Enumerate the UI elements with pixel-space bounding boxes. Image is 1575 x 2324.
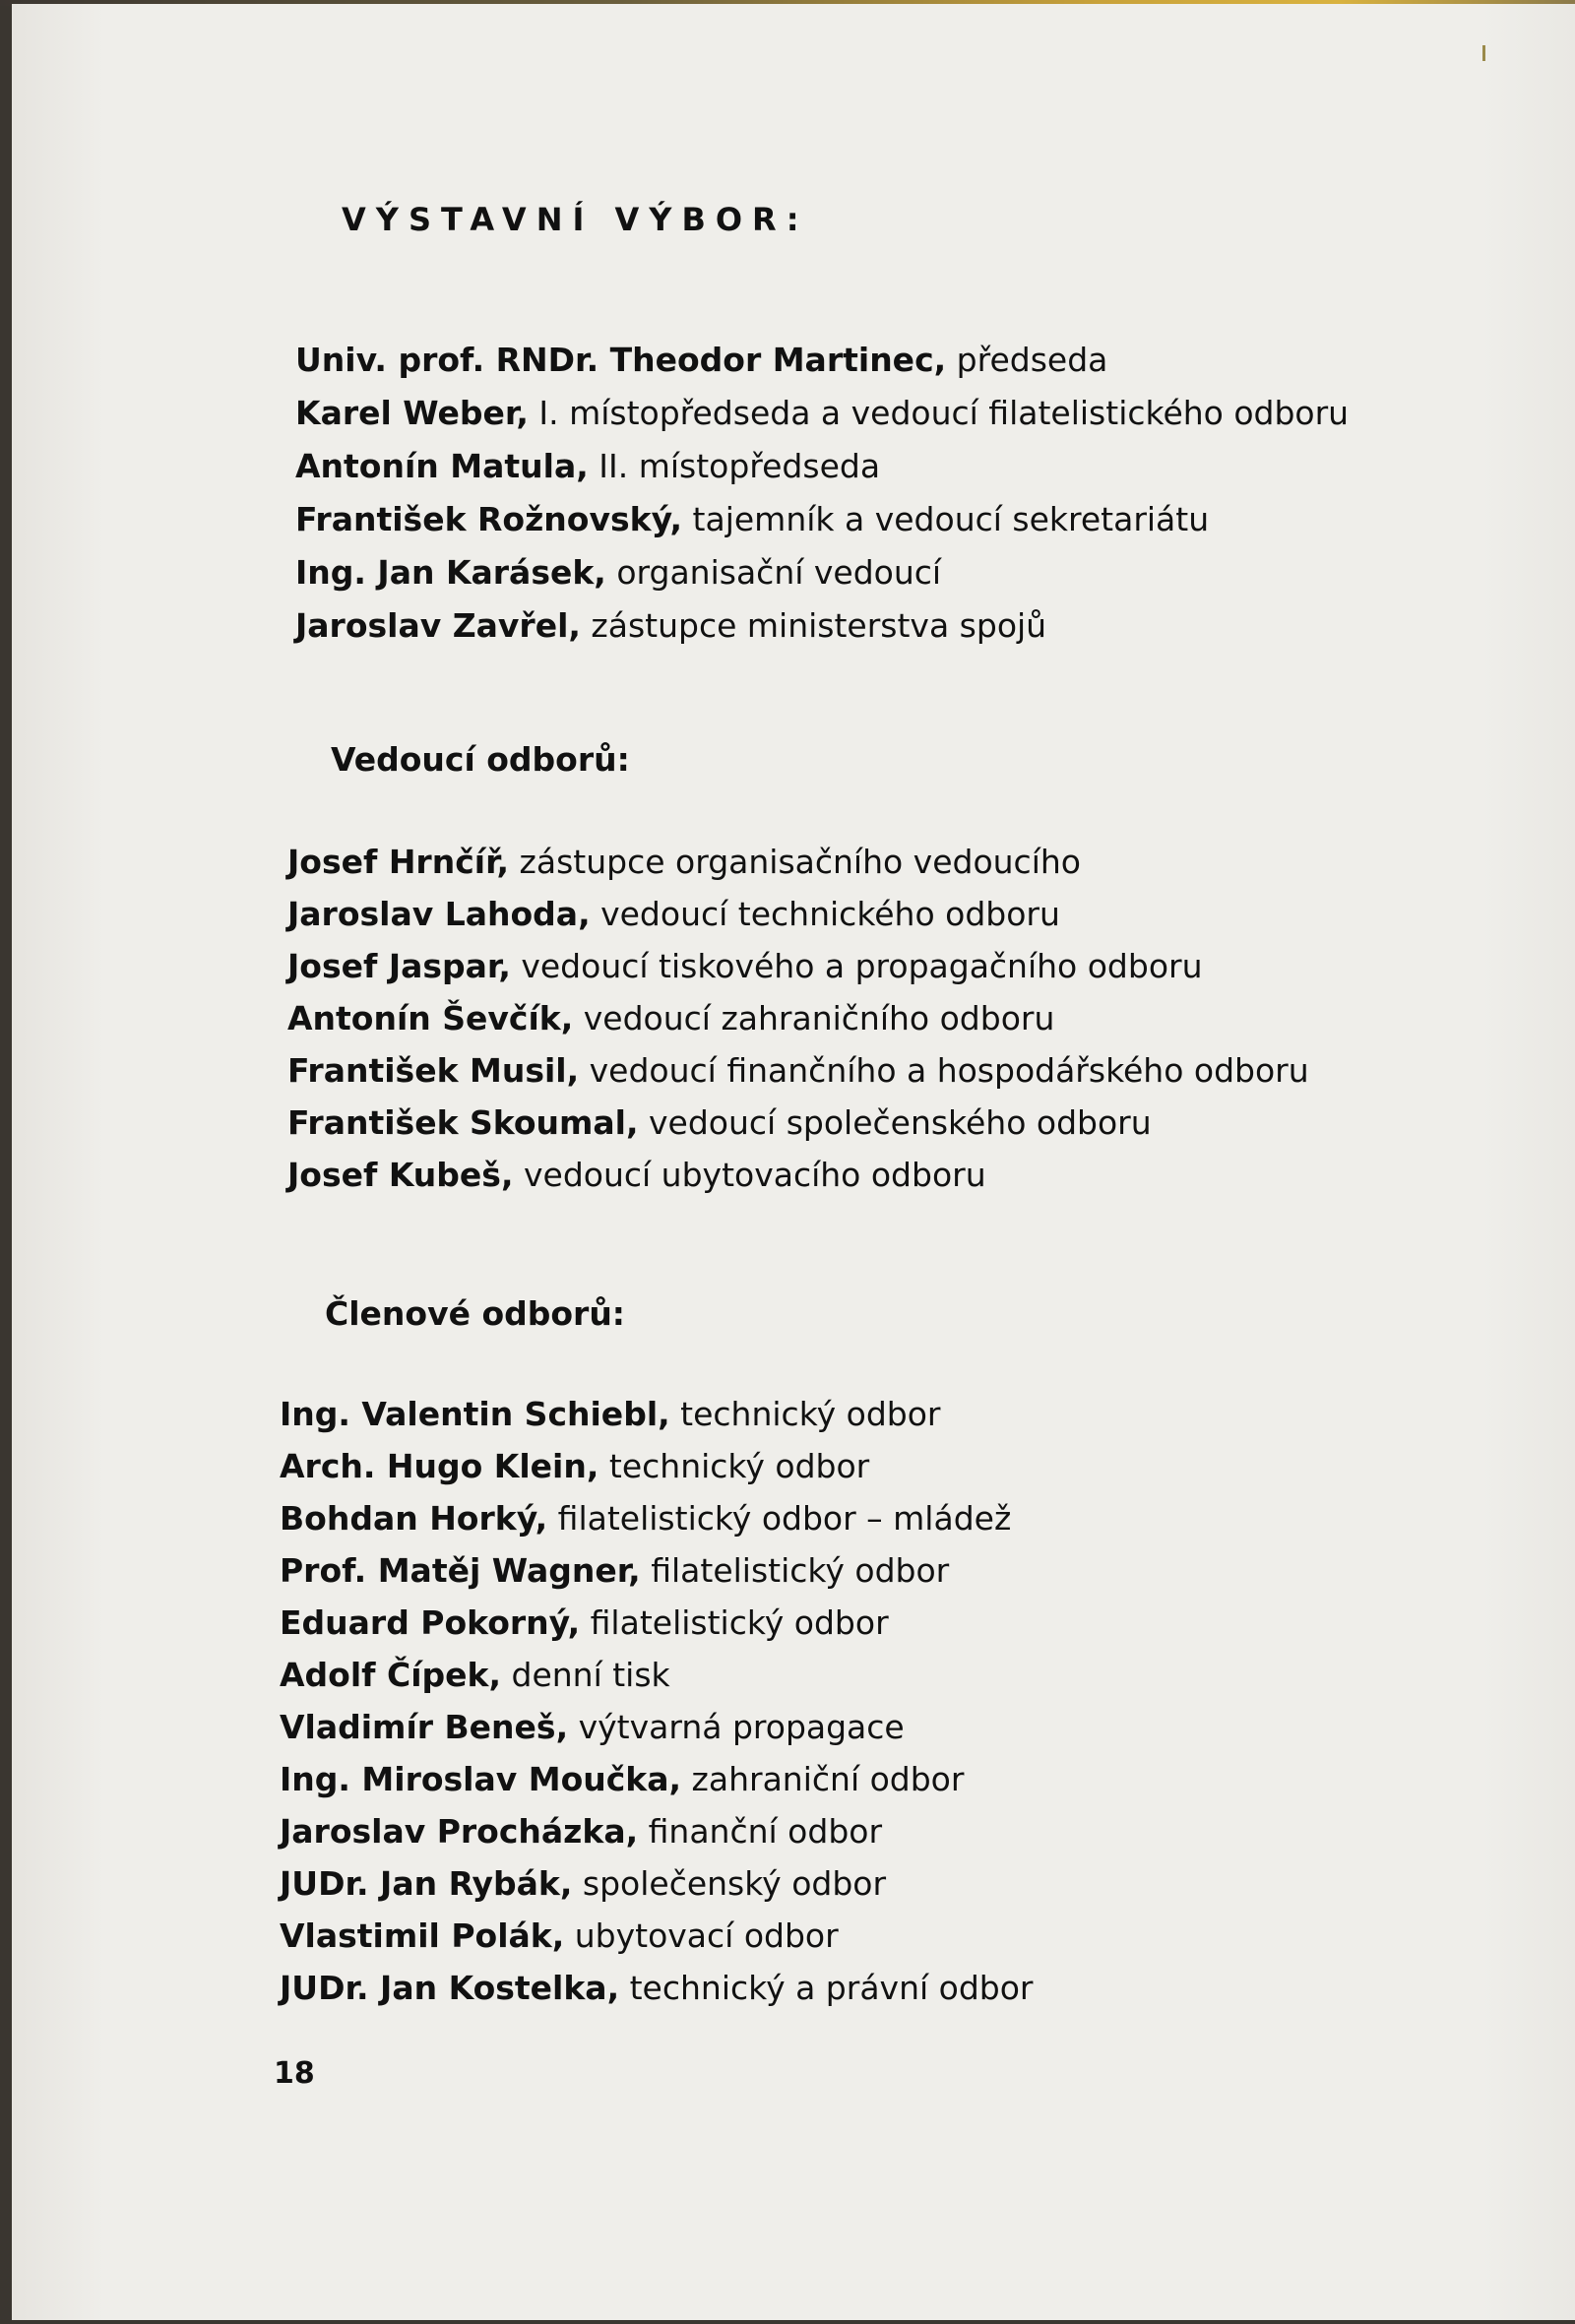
person-role: vedoucí společenského odboru [638, 1103, 1152, 1142]
person-name: Antonín Ševčík, [287, 999, 574, 1037]
committee-entry [295, 553, 941, 593]
committee-entry [295, 500, 1209, 539]
person-role: technický odbor [598, 1447, 870, 1485]
person-name: Jaroslav Zavřel, [295, 606, 581, 645]
department-head-entry [287, 895, 1060, 934]
person-name: František Skoumal, [287, 1103, 639, 1142]
person-name: Ing. Miroslav Moučka, [280, 1760, 682, 1798]
person-name: Josef Hrnčíř, [287, 843, 510, 881]
page-number: 18 [274, 2056, 315, 2091]
person-role: ubytovací odbor [564, 1916, 839, 1955]
person-name: Jaroslav Procházka, [280, 1812, 639, 1851]
person-role: společenský odbor [572, 1864, 887, 1903]
person-role: vedoucí tiskového a propagačního odboru [510, 947, 1203, 985]
person-role: vedoucí technického odboru [590, 895, 1060, 933]
department-members-heading: Členové odborů: [325, 1294, 626, 1333]
department-member-entry [280, 1603, 889, 1643]
person-name: Josef Jaspar, [287, 947, 511, 985]
person-name: František Rožnovský, [295, 500, 683, 538]
person-role: zahraniční odbor [681, 1760, 965, 1798]
person-role: II. místopředseda [588, 447, 881, 485]
department-member-entry [280, 1656, 670, 1695]
person-name: Ing. Jan Karásek, [295, 553, 606, 592]
person-name: Prof. Matěj Wagner, [280, 1551, 641, 1590]
document-page [12, 4, 1575, 2320]
person-name: František Musil, [287, 1051, 580, 1090]
person-name: Josef Kubeš, [287, 1156, 514, 1194]
person-name: Ing. Valentin Schiebl, [280, 1395, 670, 1433]
person-role: vedoucí finančního a hospodářského odboru [579, 1051, 1309, 1090]
person-name: Univ. prof. RNDr. Theodor Martinec, [295, 341, 947, 379]
person-name: Eduard Pokorný, [280, 1603, 581, 1642]
person-role: finanční odbor [638, 1812, 883, 1851]
person-role: filatelistický odbor – mládež [547, 1499, 1012, 1538]
person-name: Antonín Matula, [295, 447, 589, 485]
person-role: filatelistický odbor [640, 1551, 950, 1590]
department-heads-list [287, 843, 1557, 1217]
person-role: zástupce organisačního vedoucího [509, 843, 1081, 881]
department-member-entry [280, 1447, 869, 1486]
person-role: filatelistický odbor [580, 1603, 889, 1642]
department-head-entry [287, 1156, 986, 1195]
person-role: zástupce ministerstva spojů [580, 606, 1047, 645]
person-name: JUDr. Jan Rybák, [280, 1864, 573, 1903]
person-name: Arch. Hugo Klein, [280, 1447, 599, 1485]
person-role: technický odbor [669, 1395, 941, 1433]
department-head-entry [287, 843, 1081, 882]
department-member-entry [280, 1395, 940, 1434]
person-role: vedoucí zahraničního odboru [573, 999, 1055, 1037]
committee-entry [295, 341, 1107, 380]
department-member-entry [280, 1708, 905, 1747]
department-head-entry [287, 1051, 1309, 1091]
committee-list [295, 341, 1555, 656]
department-members-list [280, 1395, 1549, 2025]
person-name: Vladimír Beneš, [280, 1708, 569, 1746]
person-name: Jaroslav Lahoda, [287, 895, 591, 933]
person-name: Karel Weber, [295, 394, 529, 432]
person-role: předseda [946, 341, 1108, 379]
person-name: Bohdan Horký, [280, 1499, 548, 1538]
department-member-entry [280, 1760, 964, 1799]
department-head-entry [287, 1103, 1152, 1143]
department-member-entry [280, 1812, 882, 1852]
person-role: denní tisk [501, 1656, 670, 1694]
person-role: výtvarná propagace [568, 1708, 905, 1746]
department-head-entry [287, 947, 1203, 986]
person-name: JUDr. Jan Kostelka, [280, 1969, 620, 2007]
department-member-entry [280, 1499, 1011, 1539]
department-member-entry [280, 1916, 839, 1956]
person-name: Vlastimil Polák, [280, 1916, 565, 1955]
person-name: Adolf Čípek, [280, 1656, 502, 1694]
exhibition-committee-heading: VÝSTAVNÍ VÝBOR: [342, 201, 809, 238]
department-heads-heading: Vedoucí odborů: [331, 740, 630, 779]
person-role: vedoucí ubytovacího odboru [513, 1156, 986, 1194]
committee-entry [295, 606, 1046, 646]
page-mark [1482, 45, 1485, 61]
department-member-entry [280, 1969, 1034, 2008]
department-head-entry [287, 999, 1054, 1038]
committee-entry [295, 447, 880, 486]
department-member-entry [280, 1551, 949, 1591]
person-role: technický a právní odbor [619, 1969, 1034, 2007]
person-role: organisační vedoucí [605, 553, 942, 592]
person-role: I. místopředseda a vedoucí filatelistického odboru [528, 394, 1350, 432]
person-role: tajemník a vedoucí sekretariátu [682, 500, 1210, 538]
department-member-entry [280, 1864, 886, 1904]
committee-entry [295, 394, 1349, 433]
